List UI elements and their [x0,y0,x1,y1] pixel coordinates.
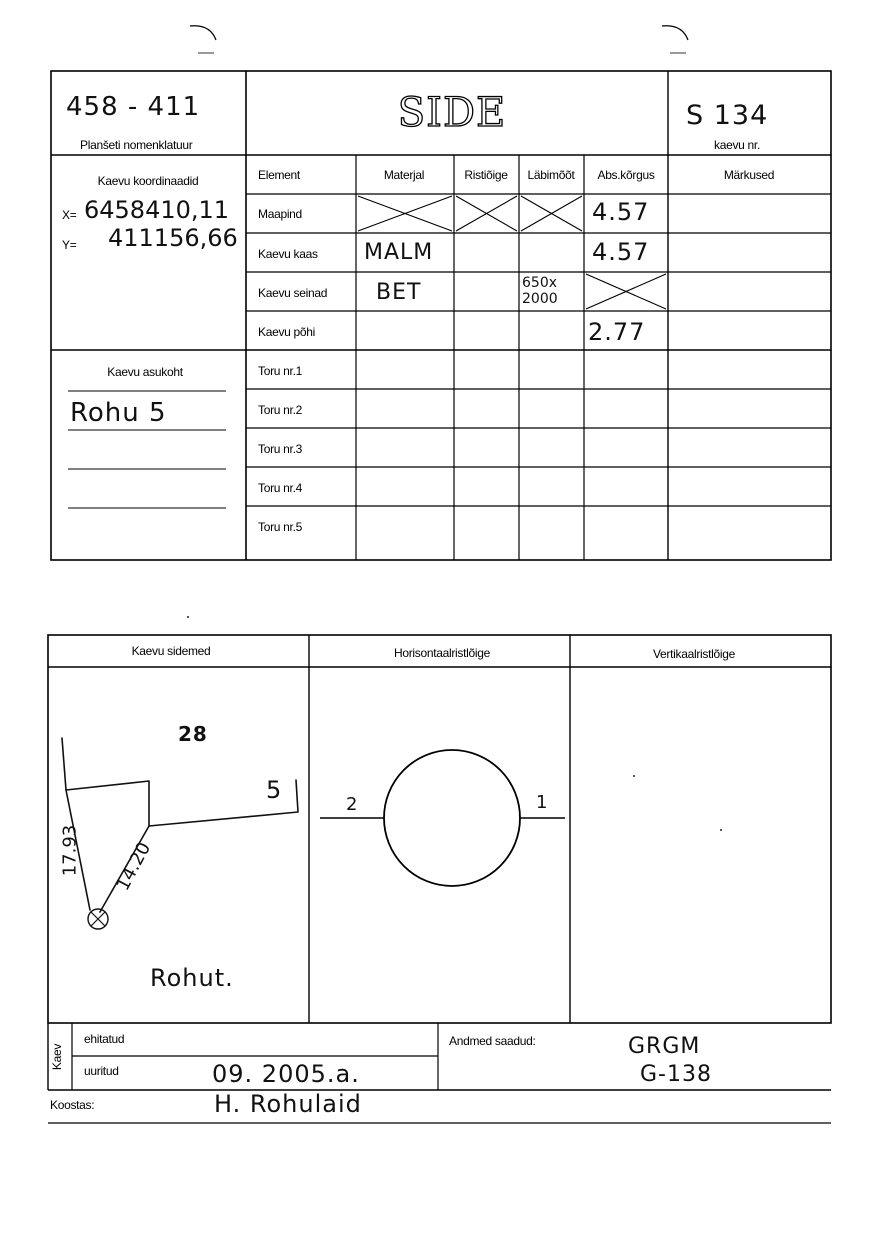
page-title: SIDE [397,90,507,136]
row-element-toru-2: Toru nr.2 [258,403,302,417]
data-received-line-2: G-138 [640,1062,712,1087]
nomenclature-label: Planšeti nomenklatuur [80,138,193,152]
labimoot-kaevu-seinad-1: 650x [522,275,558,291]
row-element-toru-1: Toru nr.1 [258,364,302,378]
location-label: Kaevu asukoht [107,365,183,379]
compiled-label: Koostas: [50,1098,95,1112]
distance-17-93: 17.93 [59,824,81,877]
row-element-toru-3: Toru nr.3 [258,442,302,456]
pipe-number-2: 2 [346,794,359,815]
header-markused: Märkused [723,168,775,182]
row-element-kaevu-pohi: Kaevu põhi [258,325,316,339]
sketch-col2-label: Horisontaalristlõige [393,646,491,660]
row-element-toru-4: Toru nr.4 [258,481,302,495]
coordinate-y-value: 411156,66 [108,224,238,252]
distance-14-20: 14.20 [112,838,156,895]
header-element: Element [258,168,300,182]
materjal-kaevu-seinad: BET [376,280,422,305]
header-materjal: Materjal [383,168,425,182]
sketch-col1-label: Kaevu sidemed [131,644,211,658]
row-element-kaevu-seinad: Kaevu seinad [258,286,328,300]
header-labimoot: Läbimõõt [527,168,575,182]
compiled-value: H. Rohulaid [214,1090,362,1118]
surveyed-value: 09. 2005.a. [212,1060,360,1088]
data-received-line-1: GRGM [628,1034,701,1059]
coordinates-label: Kaevu koordinaadid [97,174,199,188]
header-ristloige: Ristiõige [464,168,508,182]
coordinate-x-value: 6458410,11 [84,196,230,224]
row-element-toru-5: Toru nr.5 [258,520,302,534]
nomenclature-value: 458 - 411 [66,92,201,122]
pipe-number-1: 1 [536,792,549,813]
abs-kaevu-kaas: 4.57 [592,238,650,266]
well-number-label: kaevu nr. [714,138,760,152]
well-number-value: S 134 [686,100,769,131]
row-element-maapind: Maapind [258,207,302,221]
house-number-5: 5 [266,776,283,804]
well-side-label: Kaev [50,1043,65,1071]
street-label: Rohut. [150,964,234,992]
coordinate-y-prefix: Y= [62,238,77,252]
labimoot-kaevu-seinad-2: 2000 [522,291,558,307]
sketch-col3-label: Vertikaalristlõige [653,647,735,661]
abs-kaevu-pohi: 2.77 [588,318,646,346]
row-element-kaevu-kaas: Kaevu kaas [258,247,318,261]
surveyed-label: uuritud [84,1064,119,1078]
header-abs-korgus: Abs.kõrgus [597,168,655,182]
coordinate-x-prefix: X= [62,208,77,222]
data-received-label: Andmed saadud: [449,1034,536,1048]
abs-maapind: 4.57 [592,198,650,226]
built-label: ehitatud [84,1032,125,1046]
location-value: Rohu 5 [70,398,167,428]
materjal-kaevu-kaas: MALM [364,240,434,265]
house-number-28: 28 [178,722,208,746]
